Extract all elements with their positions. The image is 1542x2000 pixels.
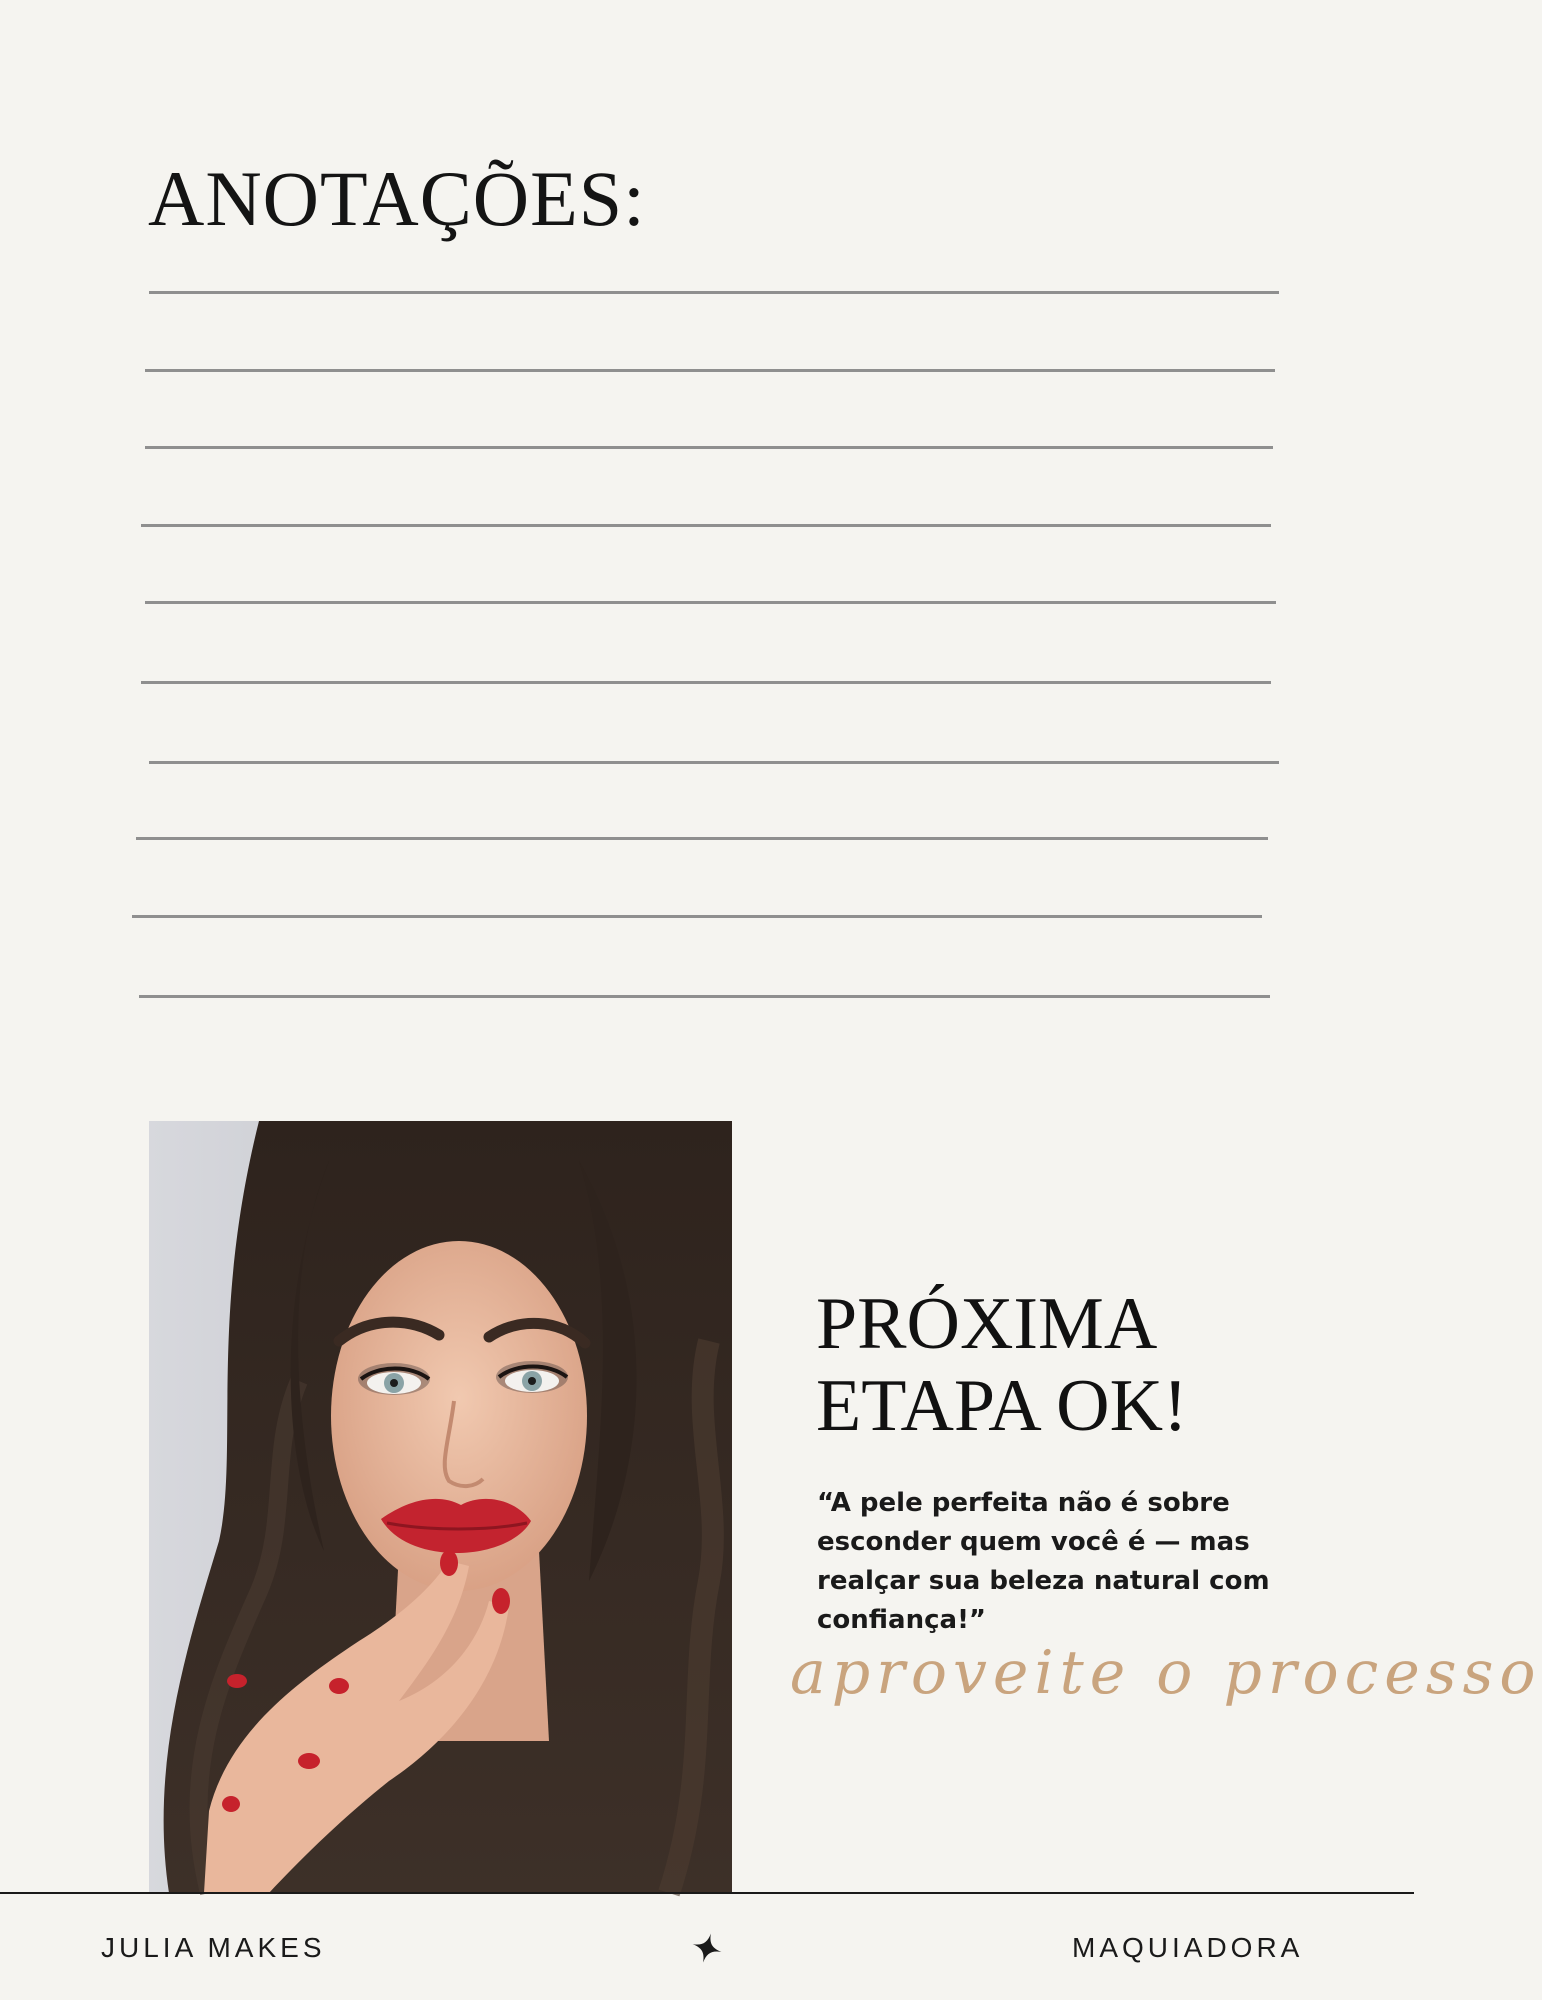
- note-line: [149, 761, 1279, 764]
- note-line: [139, 995, 1270, 998]
- note-line: [145, 601, 1276, 604]
- next-step-title-line1: PRÓXIMA: [816, 1283, 1158, 1365]
- footer-brand: JULIA MAKES: [101, 1932, 326, 1963]
- footer-role: MAQUIADORA: [1072, 1932, 1304, 1963]
- note-line: [132, 915, 1262, 918]
- note-line: [141, 681, 1271, 684]
- note-line: [141, 524, 1271, 527]
- next-step-title: [816, 1283, 1188, 1447]
- footer-divider: [0, 1892, 1414, 1894]
- notes-heading: ANOTAÇÕES:: [148, 155, 646, 242]
- portrait-photo: [149, 1121, 732, 1893]
- script-tagline: aproveite o processo: [790, 1638, 1542, 1708]
- next-step-title-line2: ETAPA OK!: [816, 1365, 1188, 1447]
- note-line: [149, 291, 1279, 294]
- note-line: [145, 446, 1273, 449]
- note-line: [145, 369, 1275, 372]
- sparkle-star-icon: [690, 1931, 724, 1965]
- beauty-quote: “A pele perfeita não é sobre esconder quem você é — mas realçar sua beleza natural com confiança!”: [817, 1488, 1270, 1635]
- note-line: [136, 837, 1268, 840]
